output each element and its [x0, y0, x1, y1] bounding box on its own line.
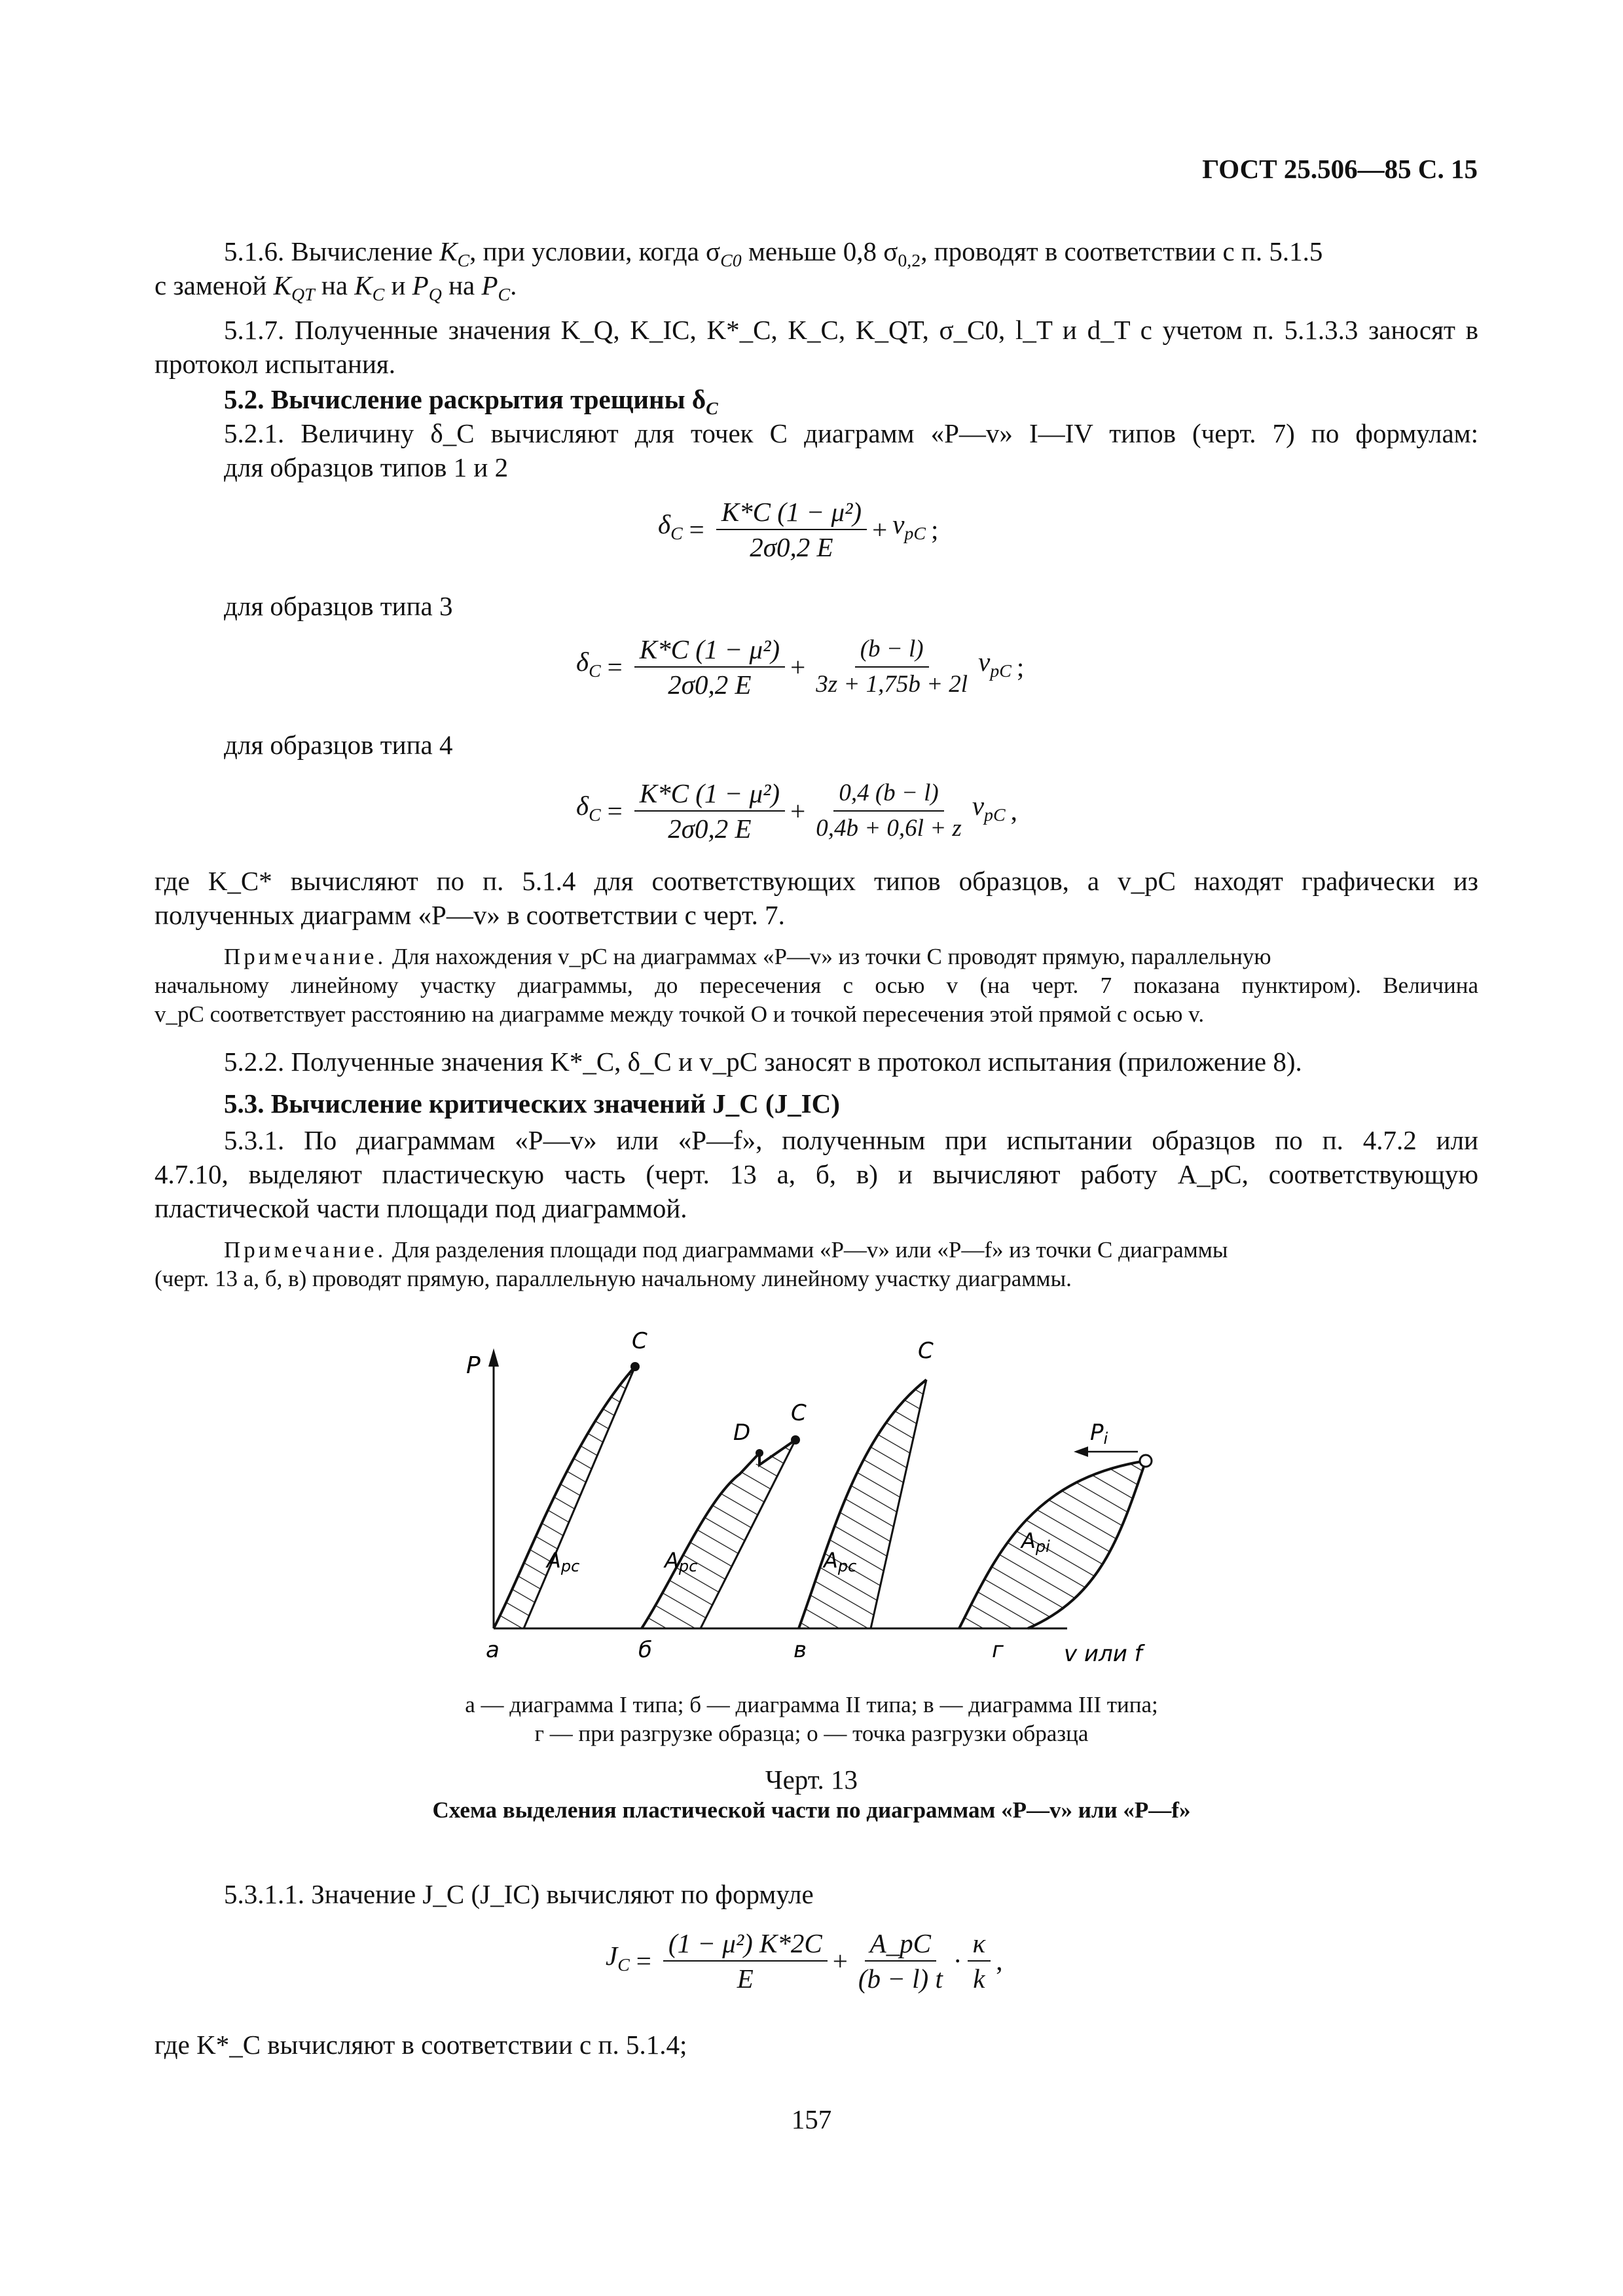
- formula-delta-c-type-3: $\delta_C$ = $\frac{\text{K*C (1 − μ²)}}{2\sigma 0,2 E}$ + $\frac{(b - l)}{3z + 1,75b + 2l}$ $v_{pC}$ ;: [576, 634, 1025, 700]
- paragraph-5-3-1-1: 5.3.1.1. Значение J_C (J_IC) вычисляют по формуле: [224, 1879, 814, 1909]
- paragraph-5-2-1-line2: для образцов типов 1 и 2: [224, 452, 509, 482]
- note-1-line3: v_pC соответствует расстоянию на диаграмме между точкой O и точкой пересечения этой прямой с осью v.: [155, 1001, 1205, 1027]
- section-5-3-title: 5.3. Вычисление критических значений J_C (J_IC): [224, 1088, 840, 1119]
- diagram-v-c-label: C: [918, 1338, 934, 1364]
- paragraph-5-3-1-line3: пластической части площади под диаграммой.: [155, 1193, 687, 1223]
- formula-jc: $J_C$ = $\frac{\text{(1 − μ²) K*2C}}{E}$ + $\frac{A\_pC}{(b - l) t}$ · $\frac{\kappa}{k}$ ,: [606, 1928, 1003, 1994]
- p-axis-arrow: [488, 1348, 499, 1367]
- diagram-g-area-label: Api: [1021, 1528, 1050, 1556]
- diagram-b-point-d: [756, 1449, 763, 1457]
- p-axis-label: P: [466, 1352, 481, 1379]
- where-kc-line2: полученных диаграмм «P—v» в соответствии с черт. 7.: [155, 900, 785, 930]
- diagram-v-area-label: Apc: [824, 1548, 857, 1575]
- diagram-b-d-label: D: [733, 1420, 751, 1446]
- paragraph-5-2-2: 5.2.2. Полученные значения K*_C, δ_C и v_pC заносят в протокол испытания (приложение 8).: [224, 1047, 1302, 1077]
- paragraph-5-2-1-line1: 5.2.1. Величину δ_C вычисляют для точек C диаграмм «P—v» I—IV типов (черт. 7) по формулам:: [224, 418, 1478, 448]
- tick-b: б: [638, 1637, 652, 1663]
- diagram-b-point-c: [791, 1435, 800, 1444]
- label-type-3: для образцов типа 3: [224, 591, 453, 621]
- formula-delta-c-types-1-2: $\delta_C$ = $\frac{\text{K*C (1 − μ²)}}{2\sigma 0,2 E}$ + $v_{pC}$ ;: [658, 497, 939, 562]
- paragraph-5-1-7-line2: протокол испытания.: [155, 349, 396, 379]
- tick-a: а: [486, 1637, 500, 1663]
- tick-v: в: [793, 1637, 807, 1663]
- note-1-line1: Примечание. Для нахождения v_pC на диаграммах «P—v» из точки C проводят прямую, параллельную: [224, 944, 1271, 969]
- formula-delta-c-type-4: $\delta_C$ = $\frac{\text{K*C (1 − μ²)}}{2\sigma 0,2 E}$ + $\frac{0,4 (b - l)}{0,4b + 0,6l + z}$ $v_{pC}$ ,: [576, 778, 1017, 844]
- figure-13-diagram: [452, 1322, 1224, 1676]
- figure-caption-line1: а — диаграмма I типа; б — диаграмма II типа; в — диаграмма III типа;: [465, 1692, 1158, 1717]
- x-axis-label: v или f: [1064, 1641, 1142, 1667]
- diagram-a-area-label: Apc: [547, 1548, 580, 1575]
- paragraph-5-3-1-line1: 5.3.1. По диаграммам «P—v» или «P—f», полученным при испытании образцов по п. 4.7.2 или: [224, 1125, 1478, 1155]
- diagram-b-c-label: C: [791, 1400, 807, 1426]
- diagram-a-unload-line: [524, 1367, 635, 1628]
- where-kc-line1: где K_C* вычисляют по п. 5.1.4 для соответствующих типов образцов, а v_pC находят графически из: [155, 866, 1478, 896]
- paragraph-5-3-1-line2: 4.7.10, выделяют пластическую часть (черт. 13 а, б, в) и вычисляют работу A_pC, соответствующую: [155, 1159, 1478, 1189]
- note-1-line2: начальному линейному участку диаграммы, до пересечения с осью v (на черт. 7 показана пунктиром). Величина: [155, 973, 1478, 998]
- diagram-v-area: [799, 1380, 926, 1628]
- diagram-a-point-c: [630, 1362, 640, 1371]
- where-kc-star: где K*_C вычисляют в соответствии с п. 5.1.4;: [155, 2030, 687, 2060]
- note-2-line2: (черт. 13 а, б, в) проводят прямую, параллельную начальному линейному участку диаграммы.: [155, 1266, 1072, 1291]
- diagram-g-area: [959, 1461, 1146, 1628]
- diagram-b-area: [642, 1440, 795, 1628]
- figure-number: Черт. 13: [765, 1765, 858, 1795]
- note-2-line1: Примечание. Для разделения площади под диаграммами «P—v» или «P—f» из точки C диаграммы: [224, 1237, 1228, 1263]
- paragraph-5-1-7-line1: 5.1.7. Полученные значения K_Q, K_IC, K*_C, K_C, K_QT, σ_C0, l_T и d_T с учетом п. 5.1.3.3 заносят в: [224, 315, 1478, 345]
- figure-title: Схема выделения пластической части по диаграммам «P—v» или «P—f»: [432, 1797, 1191, 1823]
- tick-g: г: [992, 1637, 1004, 1663]
- paragraph-5-1-6-line1: 5.1.6. Вычисление $K_C$, при условии, когда $\sigma_{C0}$ меньше 0,8 $\sigma_{0,2}$, проводят в соответствии с п. 5.1.5: [224, 236, 1323, 272]
- diagram-g-pi-label: Pi: [1090, 1420, 1108, 1448]
- diagram-g-unload-point: [1140, 1455, 1152, 1467]
- page-number: 157: [791, 2104, 832, 2134]
- diagram-b-area-label: Apc: [665, 1548, 698, 1575]
- section-5-2-title: 5.2. Вычисление раскрытия трещины $\delta_C$: [224, 384, 718, 420]
- figure-caption-line2: г — при разгрузке образца; о — точка разгрузки образца: [534, 1721, 1089, 1746]
- label-type-4: для образцов типа 4: [224, 730, 453, 760]
- diagram-g-pi-arrow-head: [1074, 1446, 1088, 1457]
- diagram-a-area: [494, 1367, 635, 1628]
- diagram-a-c-label: C: [632, 1328, 647, 1354]
- document-header: ГОСТ 25.506—85 С. 15: [1202, 154, 1478, 184]
- paragraph-5-1-6-line2: с заменой $K_{QT}$ на $K_C$ и $P_Q$ на $P_C$.: [155, 270, 517, 306]
